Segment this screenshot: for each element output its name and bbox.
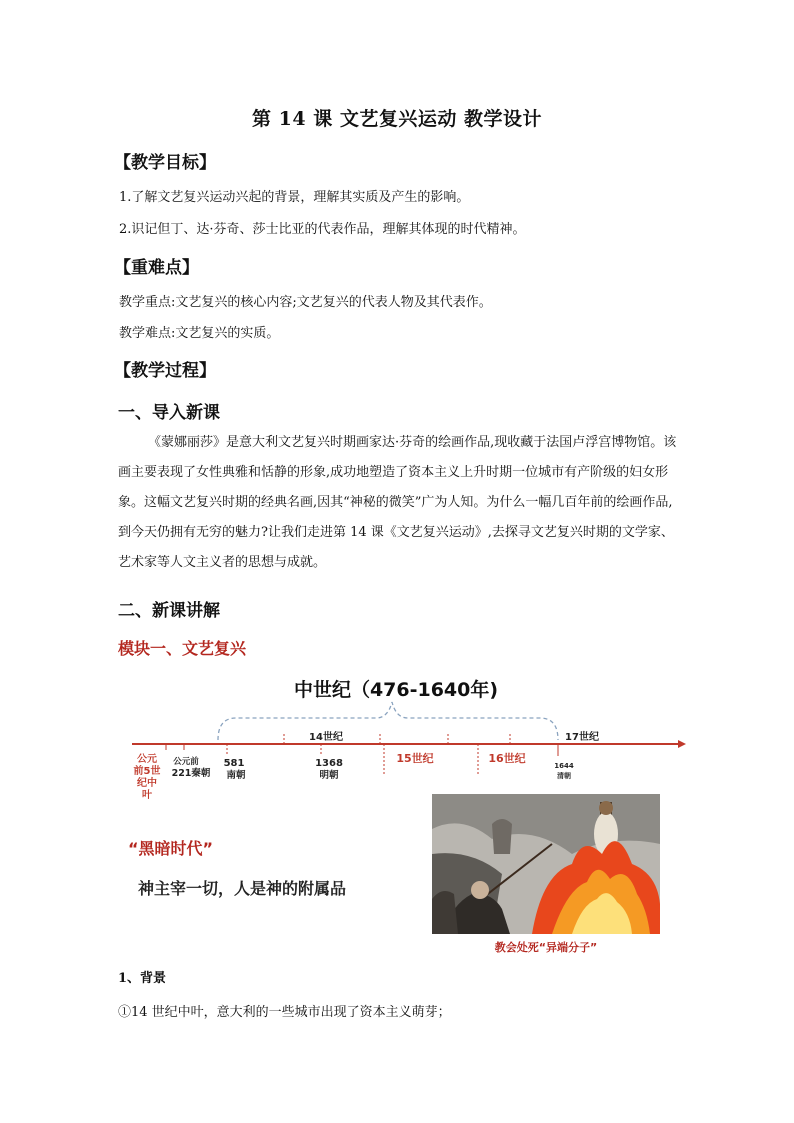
objective-item-2: 2.识记但丁、达·芬奇、莎士比亚的代表作品，理解其体现的时代精神。 xyxy=(119,222,526,237)
label-qin-1: 公元前 xyxy=(173,757,199,767)
god-rule-label: 神主宰一切，人是神的附属品 xyxy=(138,879,347,898)
label-17c: 17世纪 xyxy=(565,732,599,743)
intro-paragraph-text: 《蒙娜丽莎》是意大利文艺复兴时期画家达·芬奇的绘画作品,现收藏于法国卢浮宫博物馆。该画主要表现了女性典雅和恬静的形象,成功地塑造了资本主义上升时期一位城市有产阶级的妇女形象。这幅文艺复兴时期的经典名画,因其“神秘的微笑”广为人知。为什么一幅几百年前的绘画作品,到今天仍拥有无穷的魅力?让我们走进第 14 课《文艺复兴运动》,去探寻文艺复兴时期的文学家、艺术家等人文主义者的思想与成就。 xyxy=(118,435,677,570)
key-points-heading: 【重难点】 xyxy=(114,258,199,278)
timeline-arrow xyxy=(678,740,686,748)
dark-age-label: “黑暗时代” xyxy=(128,839,214,858)
objectives-heading: 【教学目标】 xyxy=(114,153,216,173)
label-1644: 1644 xyxy=(554,762,574,770)
document-title: 第 14 课 文艺复兴运动 教学设计 xyxy=(252,108,542,130)
label-qing: 清朝 xyxy=(557,772,571,780)
label-nanchao: 南朝 xyxy=(226,770,246,781)
label-qin-2: 221秦朝 xyxy=(171,768,211,779)
label-15c: 15世纪 xyxy=(396,752,434,765)
intro-paragraph xyxy=(118,428,678,578)
intro-heading: 一、导入新课 xyxy=(118,403,220,423)
image-caption: 教会处死“异端分子” xyxy=(494,941,598,954)
module-title: 模块一、文艺复兴 xyxy=(118,639,247,658)
key-point-item-2: 教学难点:文艺复兴的实质。 xyxy=(119,326,280,341)
church-execution-image xyxy=(432,794,660,934)
label-1368: 1368 xyxy=(315,758,343,769)
lesson-heading: 二、新课讲解 xyxy=(118,601,220,621)
label-ming: 明朝 xyxy=(319,770,339,781)
label-16c: 16世纪 xyxy=(488,752,526,765)
label-c5-3: 纪中 xyxy=(137,778,157,789)
key-point-item-1: 教学重点:文艺复兴的核心内容;文艺复兴的代表人物及其代表作。 xyxy=(119,295,492,310)
label-581: 581 xyxy=(223,758,245,769)
objective-item-1: 1.了解文艺复兴运动兴起的背景，理解其实质及产生的影响。 xyxy=(119,190,470,205)
timeline-brace xyxy=(218,702,558,740)
painting-illustration xyxy=(432,794,660,934)
label-c5-4: 叶 xyxy=(142,790,152,801)
label-c5-2: 前5世 xyxy=(133,766,161,777)
background-heading: 1、背景 xyxy=(118,971,167,986)
timeline-title: 中世纪（476-1640年) xyxy=(293,679,499,701)
process-heading: 【教学过程】 xyxy=(114,361,216,381)
label-c5-1: 公元 xyxy=(137,754,157,765)
label-14c: 14世纪 xyxy=(309,732,343,743)
background-line-1: ①14 世纪中叶，意大利的一些城市出现了资本主义萌芽； xyxy=(118,1005,451,1020)
